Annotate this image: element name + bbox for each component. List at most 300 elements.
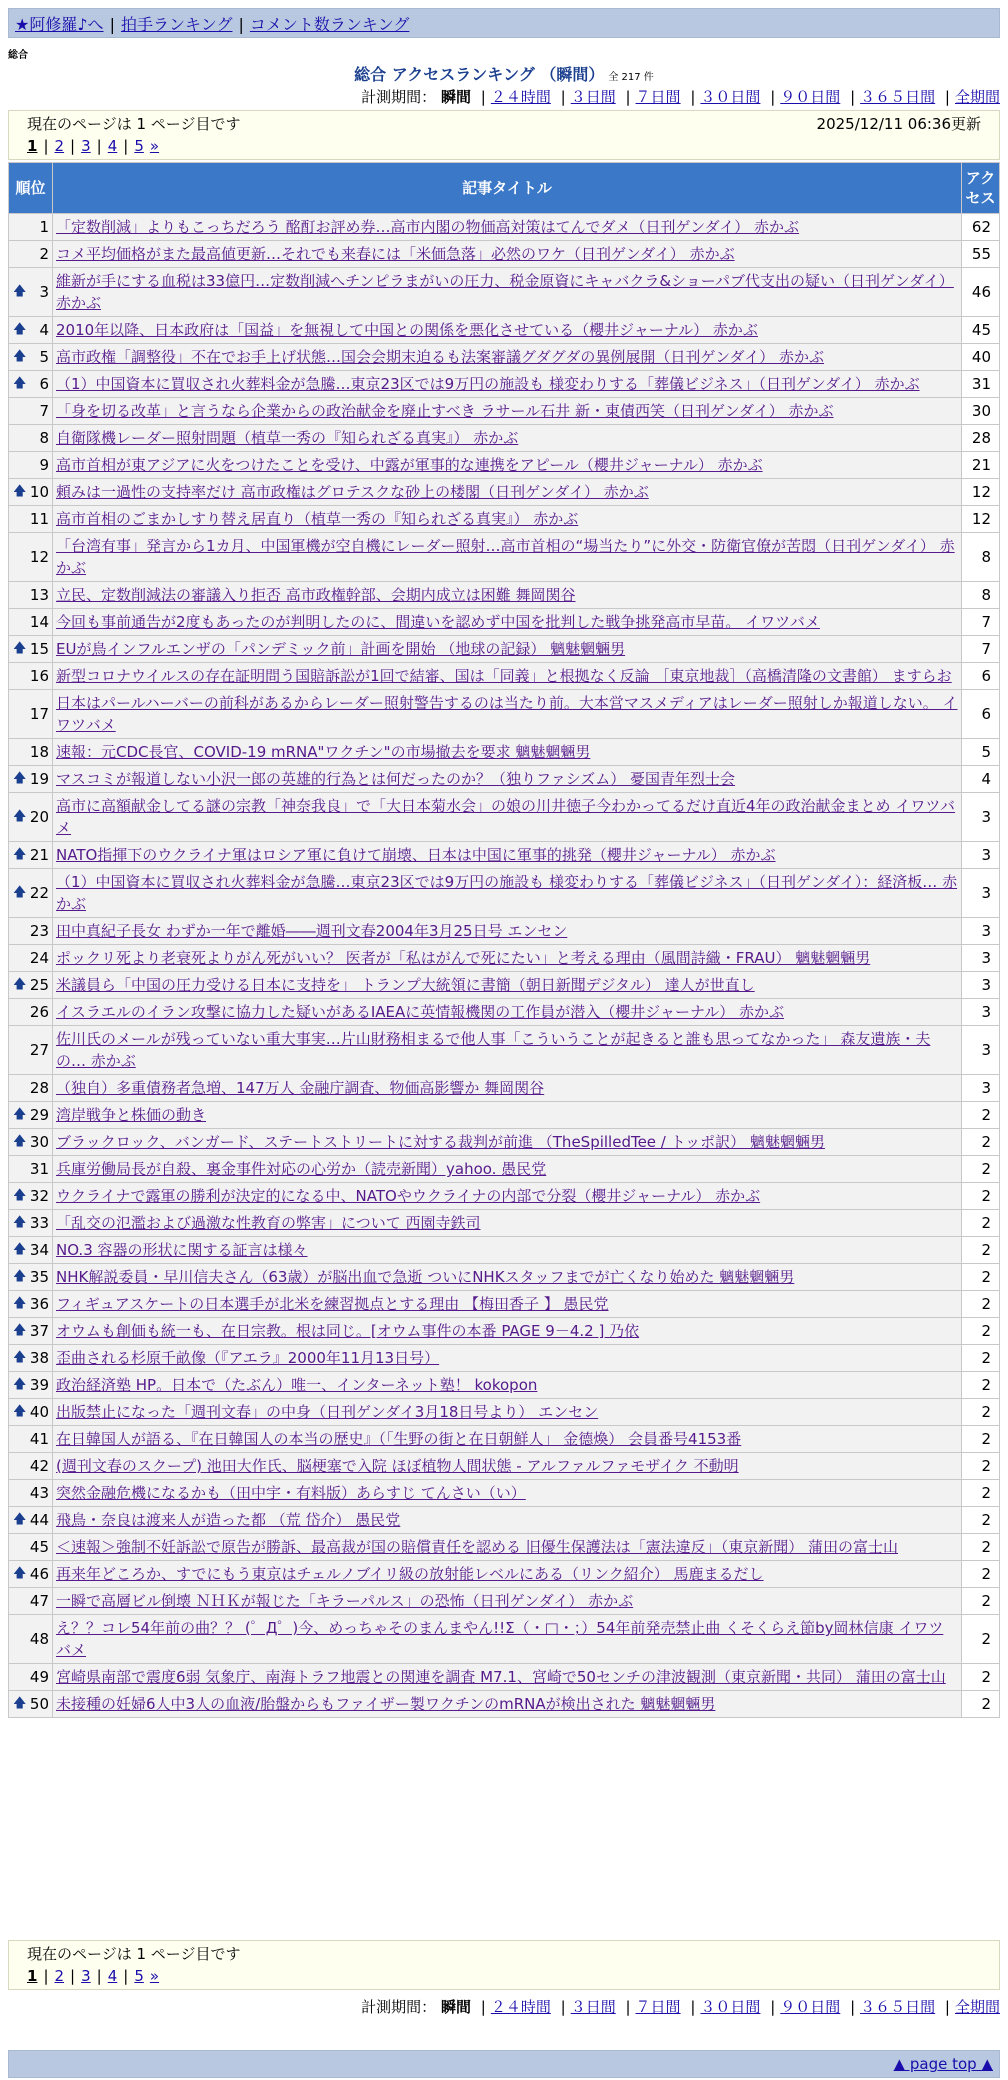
table-row [9, 766, 1000, 793]
table-row [9, 1026, 1000, 1075]
access-count: 5 [962, 739, 1000, 766]
rank-number: 39 [29, 1376, 49, 1394]
title-cell [53, 452, 962, 479]
ranking-rows [9, 214, 1000, 1718]
access-count: 46 [962, 268, 1000, 317]
table-row [9, 945, 1000, 972]
table-row [9, 1561, 1000, 1588]
article-title-link[interactable]: 維新が手にする血税は33億円…定数削減へチンピラまがいの圧力、税金原資にキャバクラ&ショーパブ代支出の疑い（日刊ゲンダイ） 赤かぶ [56, 272, 954, 312]
article-title-link[interactable]: 政治経済塾 HP。日本で（たぶん）唯一、インターネット塾！ kokopon [56, 1376, 538, 1394]
rank-cell [9, 1183, 53, 1210]
rank-number: 33 [29, 1214, 49, 1232]
article-title-link[interactable]: 「台湾有事」発言から1カ月、中国軍機が空自機にレーダー照射…高市首相の“場当たり”に外交・防衛官僚が苦悶（日刊ゲンダイ） 赤かぶ [56, 537, 955, 577]
table-row [9, 999, 1000, 1026]
rank-cell [9, 609, 53, 636]
period-link-3d-bottom[interactable]: ３日間 [570, 1998, 616, 2016]
table-header-row [9, 163, 1000, 214]
title-cell [53, 1588, 962, 1615]
nav-link-applause-ranking[interactable]: 拍手ランキング [120, 15, 233, 34]
table-row [9, 1129, 1000, 1156]
rank-number: 2 [39, 245, 49, 263]
rank-cell [9, 842, 53, 869]
header-access: アクセス [962, 163, 1000, 214]
period-link-30d[interactable]: ３０日間 [700, 88, 761, 106]
ranking-title: 総合 アクセスランキング （瞬間） [354, 65, 605, 84]
rank-number: 22 [29, 884, 49, 902]
article-title-link[interactable]: 佐川氏のメールが残っていない重大事実…片山財務相まるで他人事「こういうことが起きると誰も思ってなかった」 森友遺族・夫の… 赤かぶ [56, 1030, 931, 1070]
rank-number: 15 [29, 640, 49, 658]
page-link-3-bottom[interactable]: 3 [81, 1967, 91, 1985]
article-title-link[interactable]: 兵庫労働局長が自殺、裏金事件対応の心労か（読売新聞）yahoo. 愚民党 [56, 1160, 547, 1178]
period-link-7d[interactable]: ７日間 [635, 88, 681, 106]
rank-cell [9, 1615, 53, 1664]
rank-number: 17 [29, 705, 49, 723]
access-count: 2 [962, 1534, 1000, 1561]
article-title-link[interactable]: NO.3 容器の形状に関する証言は様々 [56, 1241, 308, 1259]
title-cell [53, 1561, 962, 1588]
title-cell [53, 506, 962, 533]
page-link-2-bottom[interactable]: 2 [54, 1967, 65, 1985]
table-row [9, 1480, 1000, 1507]
article-title-link[interactable]: 今回も事前通告が2度もあったのが判明したのに、間違いを認めず中国を批判した戦争挑発高市早苗。 イワツバメ [56, 613, 820, 631]
article-title-link[interactable]: 一瞬で高層ビル倒壊 ＮＨＫが報じた「キラーパルス」の恐怖（日刊ゲンダイ） 赤かぶ [56, 1592, 634, 1610]
period-link-365d[interactable]: ３６５日間 [860, 88, 936, 106]
article-title-link[interactable]: 自衛隊機レーダー照射問題（植草一秀の『知られざる真実』） 赤かぶ [56, 429, 519, 447]
access-count: 31 [962, 371, 1000, 398]
period-link-365d-bottom[interactable]: ３６５日間 [860, 1998, 936, 2016]
rank-cell [9, 1399, 53, 1426]
rank-cell [9, 1426, 53, 1453]
total-count: 全 217 件 [608, 72, 654, 83]
rank-number: 21 [29, 846, 49, 864]
article-title-link[interactable]: 米議員ら「中国の圧力受ける日本に支持を」 トランプ大統領に書簡（朝日新聞デジタル） 達人が世直し [56, 976, 755, 994]
nav-link-comment-ranking[interactable]: コメント数ランキング [249, 15, 410, 34]
article-title-link[interactable]: 高市首相のごまかしすり替え居直り（植草一秀の『知られざる真実』） 赤かぶ [56, 510, 579, 528]
access-count: 2 [962, 1691, 1000, 1718]
table-row [9, 425, 1000, 452]
access-count: 2 [962, 1102, 1000, 1129]
title-cell [53, 1426, 962, 1453]
rank-up-arrow-icon: 🡅 [13, 349, 27, 364]
nav-separator: | [109, 15, 115, 34]
table-row [9, 918, 1000, 945]
access-count: 3 [962, 842, 1000, 869]
rank-cell [9, 1561, 53, 1588]
top-navigation [8, 8, 1000, 38]
table-row [9, 1075, 1000, 1102]
title-cell [53, 1372, 962, 1399]
rank-number: 45 [29, 1538, 49, 1556]
period-link-24h[interactable]: ２４時間 [490, 88, 551, 106]
access-count: 2 [962, 1480, 1000, 1507]
rank-number: 3 [39, 283, 49, 301]
rank-cell [9, 268, 53, 317]
rank-up-arrow-icon: 🡅 [13, 1107, 27, 1122]
article-title-link[interactable]: ポックリ死より老衰死よりがん死がいい？ 医者が「私はがんで死にたい」と考える理由（風間詩織・FRAU） 魑魅魍魎男 [56, 949, 871, 967]
rank-cell [9, 344, 53, 371]
rank-up-arrow-icon: 🡅 [13, 977, 27, 992]
period-link-all[interactable]: 全期間 [954, 88, 1000, 106]
rank-cell [9, 918, 53, 945]
rank-number: 26 [29, 1003, 49, 1021]
page-link-5-bottom[interactable]: 5 [134, 1967, 144, 1985]
article-title-link[interactable]: 湾岸戦争と株価の動き [56, 1106, 207, 1124]
next-page-link[interactable]: » [149, 137, 160, 155]
rank-number: 27 [29, 1041, 49, 1059]
title-cell [53, 1102, 962, 1129]
period-link-all-bottom[interactable]: 全期間 [954, 1998, 1000, 2016]
access-count: 2 [962, 1264, 1000, 1291]
rank-cell [9, 1129, 53, 1156]
page-link-3[interactable]: 3 [81, 137, 91, 155]
access-count: 7 [962, 636, 1000, 663]
rank-number: 46 [29, 1565, 49, 1583]
category-label: 総合 [8, 50, 28, 61]
rank-up-arrow-icon: 🡅 [13, 322, 27, 337]
rank-number: 13 [29, 586, 49, 604]
period-current-bottom: 瞬間 [440, 1998, 471, 2016]
article-title-link[interactable]: 突然金融危機になるかも（田中宇・有料版）あらすじ てんさい（い） [56, 1484, 526, 1502]
period-selector-bottom: 計測期間： 瞬間 | ２４時間 | ３日間 | ７日間 | ３０日間 | ９０日間 | ３６５日間 | 全期間 [361, 1998, 1000, 2016]
access-count: 2 [962, 1291, 1000, 1318]
title-cell [53, 609, 962, 636]
rank-cell [9, 869, 53, 918]
article-title-link[interactable]: マスコミが報道しない小沢一郎の英雄的行為とは何だったのか？（独りファシズム） 憂国青年烈士会 [56, 770, 736, 788]
table-row [9, 1615, 1000, 1664]
article-title-link[interactable]: 出版禁止になった「週刊文春」の中身（日刊ゲンダイ3月18日号より） エンセン [56, 1403, 599, 1421]
article-title-link[interactable]: 未接種の妊婦6人中3人の血液/胎盤からもファイザー製ワクチンのmRNAが検出された 魑魅魍魎男 [56, 1695, 716, 1713]
title-cell [53, 842, 962, 869]
rank-number: 18 [29, 743, 49, 761]
rank-up-arrow-icon: 🡅 [13, 1377, 27, 1392]
access-count: 28 [962, 425, 1000, 452]
title-cell [53, 1129, 962, 1156]
table-row [9, 636, 1000, 663]
rank-number: 32 [29, 1187, 49, 1205]
rank-number: 24 [29, 949, 49, 967]
title-cell [53, 1026, 962, 1075]
table-row [9, 1534, 1000, 1561]
article-title-link[interactable]: ウクライナで露軍の勝利が決定的になる中、NATOやウクライナの内部で分裂（櫻井ジャーナル） 赤かぶ [56, 1187, 761, 1205]
table-row [9, 371, 1000, 398]
page-link-4-bottom[interactable]: 4 [107, 1967, 118, 1985]
article-title-link[interactable]: 「身を切る改革」と言うなら企業からの政治献金を廃止すべき ラサール石井 新・東債西笑（日刊ゲンダイ） 赤かぶ [56, 402, 834, 420]
access-count: 40 [962, 344, 1000, 371]
access-count: 3 [962, 972, 1000, 999]
rank-cell [9, 214, 53, 241]
pager-status-bottom: 現在のページは 1 ページ目です [27, 1945, 241, 1963]
article-title-link[interactable]: イスラエルのイラン攻撃に協力した疑いがあるIAEAに英情報機関の工作員が潜入（櫻井ジャーナル） 赤かぶ [56, 1003, 784, 1021]
title-cell [53, 1507, 962, 1534]
page-top-link[interactable]: ▲ page top ▲ [893, 2055, 993, 2073]
rank-number: 5 [39, 348, 49, 366]
article-title-link[interactable]: 高市に高額献金してる謎の宗教「神奈我良」で「大日本菊水会」の娘の川井徳子今わかってるだけ直近4年の政治献金まとめ イワツバメ [56, 797, 956, 837]
rank-cell [9, 999, 53, 1026]
header-title: 記事タイトル [53, 163, 962, 214]
last-updated: 2025/12/11 06:36更新 [816, 115, 981, 133]
title-cell [53, 1480, 962, 1507]
article-title-link[interactable]: 「乱交の氾濫および過激な性教育の弊害」について 西園寺鉄司 [56, 1214, 481, 1232]
article-title-link[interactable]: 歪曲される杉原千畝像（『アエラ』2000年11月13日号） [56, 1349, 440, 1367]
rank-number: 12 [29, 548, 49, 566]
title-cell [53, 268, 962, 317]
access-count: 62 [962, 214, 1000, 241]
rank-up-arrow-icon: 🡅 [13, 1566, 27, 1581]
article-title-link[interactable]: 田中真紀子長女 わずか一年で離婚――週刊文春2004年3月25日号 エンセン [56, 922, 568, 940]
article-title-link[interactable]: NHK解説委員・早川信夫さん（63歳）が脳出血で急逝 ついにNHKスタッフまでが亡くなり始めた 魑魅魍魎男 [56, 1268, 795, 1286]
title-cell [53, 1399, 962, 1426]
access-count: 3 [962, 793, 1000, 842]
rank-cell [9, 1691, 53, 1718]
rank-cell [9, 945, 53, 972]
rank-number: 14 [29, 613, 49, 631]
table-row [9, 1183, 1000, 1210]
table-row [9, 739, 1000, 766]
next-page-link-bottom[interactable]: » [149, 1967, 160, 1985]
access-count: 2 [962, 1318, 1000, 1345]
access-count: 2 [962, 1345, 1000, 1372]
table-row [9, 1453, 1000, 1480]
period-link-3d[interactable]: ３日間 [570, 88, 616, 106]
access-count: 2 [962, 1588, 1000, 1615]
article-title-link[interactable]: (週刊文春のスクープ) 池田大作氏、脳梗塞で入院 ほぼ植物人間状態 - アルファルファモザイク 不動明 [56, 1457, 739, 1475]
rank-up-arrow-icon: 🡅 [13, 1323, 27, 1338]
nav-link-asyura[interactable]: ★阿修羅♪へ [15, 15, 104, 34]
article-title-link[interactable]: 再来年どころか、すでにもう東京はチェルノブイリ級の放射能レベルにある（リンク紹介） 馬鹿まるだし [56, 1565, 764, 1583]
period-link-30d-bottom[interactable]: ３０日間 [700, 1998, 761, 2016]
title-cell [53, 1075, 962, 1102]
title-cell [53, 636, 962, 663]
title-cell [53, 1664, 962, 1691]
title-cell [53, 1237, 962, 1264]
access-count: 12 [962, 506, 1000, 533]
access-count: 7 [962, 609, 1000, 636]
access-count: 2 [962, 1664, 1000, 1691]
rank-number: 44 [29, 1511, 49, 1529]
title-cell [53, 1534, 962, 1561]
access-count: 2 [962, 1615, 1000, 1664]
rank-up-arrow-icon: 🡅 [13, 885, 27, 900]
table-row [9, 609, 1000, 636]
access-count: 8 [962, 533, 1000, 582]
title-cell [53, 1291, 962, 1318]
rank-number: 6 [39, 375, 49, 393]
article-title-link[interactable]: （独自）多重債務者急増、147万人 金融庁調査、物価高影響か 舞岡関谷 [56, 1079, 545, 1097]
rank-up-arrow-icon: 🡅 [13, 284, 27, 299]
table-row [9, 1237, 1000, 1264]
table-row [9, 1318, 1000, 1345]
article-title-link[interactable]: え？？コレ54年前の曲？？ (゜Д゜)今、めっちゃそのまんまやん!!Σ（・□・；）54年前発売禁止曲 くそくらえ節by岡林信康 イワツバメ [56, 1619, 944, 1659]
rank-cell [9, 371, 53, 398]
access-count: 2 [962, 1426, 1000, 1453]
table-row [9, 398, 1000, 425]
table-row [9, 793, 1000, 842]
table-row [9, 241, 1000, 268]
access-count: 6 [962, 690, 1000, 739]
title-cell [53, 241, 962, 268]
rank-number: 35 [29, 1268, 49, 1286]
table-row [9, 690, 1000, 739]
article-title-link[interactable]: 頼みは一過性の支持率だけ 高市政権はグロテスクな砂上の楼閣（日刊ゲンダイ） 赤かぶ [56, 483, 649, 501]
period-link-7d-bottom[interactable]: ７日間 [635, 1998, 681, 2016]
table-row [9, 1156, 1000, 1183]
access-count: 4 [962, 766, 1000, 793]
article-title-link[interactable]: 飛鳥・奈良は渡来人が造った都 （荒 岱介） 愚民党 [56, 1511, 401, 1529]
article-title-link[interactable]: コメ平均価格がまた最高値更新…それでも来春には「米価急落」必然のワケ（日刊ゲンダイ） 赤かぶ [56, 245, 735, 263]
page-link-5[interactable]: 5 [134, 137, 144, 155]
period-link-24h-bottom[interactable]: ２４時間 [490, 1998, 551, 2016]
rank-number: 48 [29, 1630, 49, 1648]
title-cell [53, 214, 962, 241]
article-title-link[interactable]: 速報：元CDC長官、COVID-19 mRNA"ワクチン"の市場撤去を要求 魑魅魍魎男 [56, 743, 591, 761]
title-cell [53, 918, 962, 945]
access-count: 8 [962, 582, 1000, 609]
table-row [9, 452, 1000, 479]
rank-cell [9, 1453, 53, 1480]
access-count: 3 [962, 945, 1000, 972]
page-link-4[interactable]: 4 [107, 137, 118, 155]
period-link-90d-bottom[interactable]: ９０日間 [780, 1998, 841, 2016]
article-title-link[interactable]: フィギュアスケートの日本選手が北米を練習拠点とする理由 【梅田香子 】 愚民党 [56, 1295, 609, 1313]
page-link-1[interactable]: 1 [27, 137, 38, 155]
rank-number: 9 [39, 456, 49, 474]
bottom-bar [8, 2050, 1000, 2078]
title-cell [53, 479, 962, 506]
table-row [9, 582, 1000, 609]
rank-cell [9, 1210, 53, 1237]
rank-cell [9, 1026, 53, 1075]
rank-cell [9, 1075, 53, 1102]
article-title-link[interactable]: 2010年以降、日本政府は「国益」を無視して中国との関係を悪化させている（櫻井ジャーナル） 赤かぶ [56, 321, 758, 339]
access-count: 3 [962, 869, 1000, 918]
rank-cell [9, 1237, 53, 1264]
rank-number: 30 [29, 1133, 49, 1151]
rank-cell [9, 766, 53, 793]
access-count: 2 [962, 1156, 1000, 1183]
access-count: 2 [962, 1210, 1000, 1237]
table-row [9, 1291, 1000, 1318]
title-cell [53, 1691, 962, 1718]
article-title-link[interactable]: 高市政権「調整役」不在でお手上げ状態…国会会期末迫るも法案審議グダグダの異例展開（日刊ゲンダイ） 赤かぶ [56, 348, 824, 366]
title-cell [53, 690, 962, 739]
article-title-link[interactable]: ブラックロック、バンガード、ステートストリートに対する裁判が前進 （TheSpilledTee / トッポ訳） 魑魅魍魎男 [56, 1133, 825, 1151]
title-cell [53, 1318, 962, 1345]
rank-number: 49 [29, 1668, 49, 1686]
title-cell [53, 663, 962, 690]
table-row [9, 1399, 1000, 1426]
table-row [9, 317, 1000, 344]
table-row [9, 1102, 1000, 1129]
rank-up-arrow-icon: 🡅 [13, 771, 27, 786]
page-link-2[interactable]: 2 [54, 137, 65, 155]
period-link-90d[interactable]: ９０日間 [780, 88, 841, 106]
rank-number: 50 [29, 1695, 49, 1713]
table-row [9, 1588, 1000, 1615]
rank-up-arrow-icon: 🡅 [13, 1269, 27, 1284]
table-row [9, 533, 1000, 582]
table-row [9, 1664, 1000, 1691]
title-cell [53, 999, 962, 1026]
access-count: 3 [962, 918, 1000, 945]
article-title-link[interactable]: 高市首相が東アジアに火をつけたことを受け、中露が軍事的な連携をアピール（櫻井ジャーナル） 赤かぶ [56, 456, 763, 474]
access-count: 3 [962, 1075, 1000, 1102]
article-title-link[interactable]: 「定数削減」よりもこっちだろう 酩酊お評め券…高市内閣の物価高対策はてんでダメ（日刊ゲンダイ） 赤かぶ [56, 218, 800, 236]
rank-cell [9, 506, 53, 533]
rank-number: 4 [39, 321, 49, 339]
rank-number: 28 [29, 1079, 49, 1097]
rank-up-arrow-icon: 🡅 [13, 1134, 27, 1149]
header-rank: 順位 [9, 163, 53, 214]
rank-cell [9, 972, 53, 999]
article-title-link[interactable]: （1）中国資本に買収され火葬料金が急騰…東京23区では9万円の施設も 様変わりする「葬儀ビジネス」（日刊ゲンダイ） 赤かぶ [56, 375, 920, 393]
access-count: 30 [962, 398, 1000, 425]
page-link-1-bottom[interactable]: 1 [27, 1967, 38, 1985]
title-cell [53, 1264, 962, 1291]
rank-cell [9, 663, 53, 690]
title-cell [53, 398, 962, 425]
article-title-link[interactable]: 宮崎県南部で震度6弱 気象庁、南海トラフ地震との関連を調査 M7.1、宮崎で50センチの津波観測（東京新聞・共同） 蒲田の富士山 [56, 1668, 946, 1686]
article-title-link[interactable]: 立民、定数削減法の審議入り拒否 高市政権幹部、会期内成立は困難 舞岡関谷 [56, 586, 576, 604]
rank-cell [9, 1372, 53, 1399]
rank-number: 47 [29, 1592, 49, 1610]
rank-number: 43 [29, 1484, 49, 1502]
rank-cell [9, 739, 53, 766]
article-title-link[interactable]: オウムも創価も統一も、在日宗教。根は同じ。[オウム事件の本番 PAGE 9－4.2 ] 乃依 [56, 1322, 640, 1340]
title-cell [53, 1183, 962, 1210]
rank-up-arrow-icon: 🡅 [13, 1242, 27, 1257]
rank-number: 34 [29, 1241, 49, 1259]
article-title-link[interactable]: ＜速報＞強制不妊訴訟で原告が勝訴、最高裁が国の賠償責任を認める 旧優生保護法は「憲法違反」（東京新聞） 蒲田の富士山 [56, 1538, 899, 1556]
rank-up-arrow-icon: 🡅 [13, 1350, 27, 1365]
table-row [9, 214, 1000, 241]
rank-cell [9, 1507, 53, 1534]
access-count: 2 [962, 1129, 1000, 1156]
period-label-bottom: 計測期間： [361, 1998, 437, 2016]
table-row [9, 1372, 1000, 1399]
title-cell [53, 739, 962, 766]
title-cell [53, 1156, 962, 1183]
table-row [9, 869, 1000, 918]
title-cell [53, 371, 962, 398]
table-row [9, 1691, 1000, 1718]
article-title-link[interactable]: EUが鳥インフルエンザの「パンデミック前」計画を開始 （地球の記録） 魑魅魍魎男 [56, 640, 626, 658]
title-cell [53, 869, 962, 918]
access-count: 3 [962, 999, 1000, 1026]
rank-cell [9, 636, 53, 663]
title-cell [53, 582, 962, 609]
article-title-link[interactable]: NATO指揮下のウクライナ軍はロシア軍に負けて崩壊、日本は中国に軍事的挑発（櫻井ジャーナル） 赤かぶ [56, 846, 776, 864]
rank-cell [9, 1264, 53, 1291]
rank-cell [9, 1480, 53, 1507]
rank-cell [9, 533, 53, 582]
access-count: 2 [962, 1561, 1000, 1588]
article-title-link[interactable]: 新型コロナウイルスの存在証明問う国賠訴訟が1回で結審、国は「同義」と根拠なく反論 ［東京地裁］（高橋清隆の文書館） ますらお [56, 667, 952, 685]
article-title-link[interactable]: 日本はパールハーバーの前科があるからレーダー照射警告するのは当たり前。大本営マスメディアはレーダー照射しか報道しない。 イワツバメ [56, 694, 958, 734]
access-count: 6 [962, 663, 1000, 690]
article-title-link[interactable]: （1）中国資本に買収され火葬料金が急騰…東京23区では9万円の施設も 様変わりする「葬儀ビジネス」（日刊ゲンダイ）：経済板… 赤かぶ [56, 873, 958, 913]
rank-number: 42 [29, 1457, 49, 1475]
rank-cell [9, 452, 53, 479]
title-cell [53, 317, 962, 344]
title-cell [53, 1453, 962, 1480]
table-row [9, 1426, 1000, 1453]
rank-cell [9, 1534, 53, 1561]
rank-up-arrow-icon: 🡅 [13, 847, 27, 862]
access-count: 2 [962, 1372, 1000, 1399]
rank-number: 41 [29, 1430, 49, 1448]
access-count: 2 [962, 1183, 1000, 1210]
article-title-link[interactable]: 在日韓国人が語る、『在日韓国人の本当の歴史』（「生野の街と在日朝鮮人」 金德煥） 会員番号4153番 [56, 1430, 742, 1448]
